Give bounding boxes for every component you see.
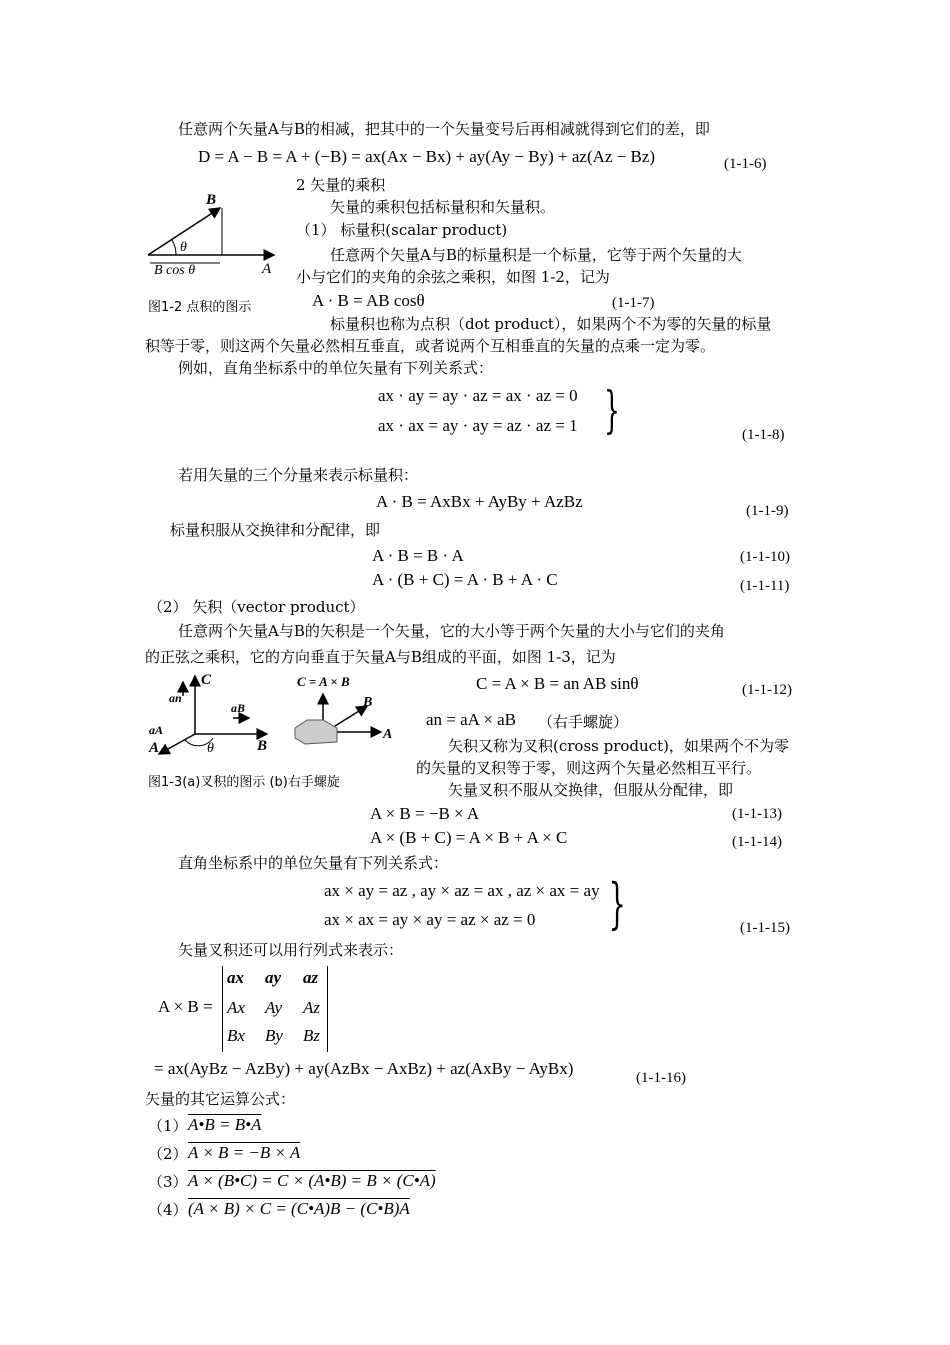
right-hand-formula: an = aA × aB: [426, 710, 516, 729]
fig-1-3-label-A: A: [149, 740, 160, 756]
dot-product-line1: 标量积也称为点积（dot product），如果两个不为零的矢量的标量: [330, 315, 772, 333]
formula-1-num: （1）: [148, 1117, 188, 1135]
det-r3c1: Bx: [227, 1026, 245, 1045]
eq-1-1-11-label: (1-1-11): [740, 578, 790, 594]
eq-1-1-7: A · B = AB cosθ: [312, 291, 425, 310]
fig-1-2-label-B: B: [206, 192, 217, 208]
det-r1c1: ax: [227, 968, 244, 987]
unit-dot-intro: 例如，直角坐标系中的单位矢量有下列关系式：: [178, 359, 494, 377]
fig-1-3-label-an: an: [169, 691, 182, 705]
eq-1-1-11: A · (B + C) = A · B + A · C: [372, 570, 558, 589]
vector-heading: （2） 矢积（vector product）: [148, 598, 365, 616]
components-intro: 若用矢量的三个分量来表示标量积：: [178, 466, 419, 484]
formula-4-num: （4）: [148, 1201, 188, 1219]
fig-1-2-diagram: [142, 188, 282, 283]
eq-1-1-6: D = A − B = A + (−B) = ax(Ax − Bx) + ay(Ay − By) + az(Az − Bz): [198, 147, 656, 166]
eq-1-1-16-expansion: = ax(AyBz − AzBy) + ay(AzBx − AxBz) + az(AxBy − AyBx): [154, 1059, 574, 1078]
eq-1-1-14: A × (B + C) = A × B + A × C: [370, 828, 568, 847]
cross-not-commutative: 矢量叉积不服从交换律，但服从分配律，即: [448, 781, 734, 799]
eq-1-1-8-line2: ax · ax = ay · ay = az · az = 1: [378, 416, 578, 435]
det-r2c2: Ay: [265, 998, 282, 1017]
unit-cross-intro: 直角坐标系中的单位矢量有下列关系式：: [178, 854, 449, 872]
eq-1-1-16-label: (1-1-16): [636, 1070, 686, 1086]
eq-1-1-8-line1: ax · ay = ay · az = ax · az = 0: [378, 386, 578, 405]
eq-1-1-15-line1: ax × ay = az , ay × az = ax , az × ax = ay: [324, 881, 600, 900]
cross-product-line2: 的矢量的叉积等于零，则这两个矢量必然相互平行。: [416, 759, 762, 777]
dot-product-line2: 积等于零，则这两个矢量必然相互垂直，或者说两个互相垂直的矢量的点乘一定为零。: [145, 337, 716, 355]
eq-1-1-15-label: (1-1-15): [740, 920, 790, 936]
eq-1-1-9-label: (1-1-9): [746, 503, 789, 519]
determinant-intro: 矢量叉积还可以用行列式来表示：: [178, 941, 404, 959]
det-r3c2: By: [265, 1026, 283, 1045]
para-subtraction: 任意两个矢量A与B的相减，把其中的一个矢量变号后再相减就得到它们的差，即: [178, 120, 710, 138]
eq-1-1-7-label: (1-1-7): [612, 295, 655, 311]
formula-1-expr: A•B = B•A: [188, 1115, 262, 1134]
scalar-def-line2: 小与它们的夹角的余弦之乘积，如图 1-2，记为: [296, 268, 610, 286]
formula-2-expr: A × B = −B × A: [188, 1143, 301, 1162]
fig-1-3-label-aA: aA: [149, 723, 164, 737]
det-r3c3: Bz: [303, 1026, 320, 1045]
right-hand-note: （右手螺旋）: [538, 713, 629, 731]
eq-1-1-12: C = A × B = an AB sinθ: [476, 674, 639, 693]
scalar-heading: （1） 标量积(scalar product): [296, 221, 508, 239]
scalar-def-line1: 任意两个矢量A与B的标量积是一个标量，它等于两个矢量的大: [330, 246, 742, 264]
eq-1-1-10: A · B = B · A: [372, 546, 464, 565]
vector-def-line2: 的正弦之乘积，它的方向垂直于矢量A与B组成的平面，如图 1-3，记为: [145, 648, 616, 666]
fig-1-3-label-B2: B: [363, 695, 373, 710]
eq-1-1-9: A · B = AxBx + AyBy + AzBz: [376, 492, 583, 511]
formula-3-expr: A × (B•C) = C × (A•B) = B × (C•A): [188, 1171, 436, 1190]
eq-1-1-12-label: (1-1-12): [742, 682, 792, 698]
determinant-matrix: [222, 966, 328, 1052]
eq-1-1-6-label: (1-1-6): [724, 156, 767, 172]
fig-1-2-label-bcos: B cos θ: [154, 263, 196, 278]
fig-1-3-caption: 图1-3(a)叉积的图示 (b)右手螺旋: [148, 775, 340, 790]
formula-3-num: （3）: [148, 1173, 188, 1191]
fig-1-3-label-A2: A: [383, 727, 393, 742]
fig-angle-arc: [172, 240, 176, 255]
det-r1c3: az: [303, 968, 319, 987]
eq-1-1-15-brace: }: [608, 872, 626, 935]
hand-icon: [295, 720, 337, 744]
fig-1-3-label-cab: C = A × B: [297, 674, 350, 689]
det-r2c1: Ax: [227, 998, 245, 1017]
eq-1-1-13: A × B = −B × A: [370, 804, 480, 823]
fig-1-3-label-theta: θ: [207, 741, 214, 756]
fig-1-2-label-theta: θ: [180, 240, 187, 255]
fig-1-3-label-aB: aB: [231, 701, 246, 715]
fig-1-3-label-B: B: [257, 738, 268, 754]
cross-product-line1: 矢积又称为叉积(cross product)，如果两个不为零: [448, 737, 789, 755]
section2-heading: 2 矢量的乘积: [296, 176, 386, 194]
formula-4-expr: (A × B) × C = (C•A)B − (C•B)A: [188, 1199, 410, 1218]
det-r1c2: ay: [265, 968, 282, 987]
fig-1-2-caption: 图1-2 点积的图示: [148, 300, 252, 315]
eq-1-1-15-line2: ax × ax = ay × ay = az × az = 0: [324, 910, 536, 929]
commutative-intro: 标量积服从交换律和分配律，即: [170, 521, 381, 539]
formula-2-num: （2）: [148, 1145, 188, 1163]
other-formulas-heading: 矢量的其它运算公式：: [145, 1090, 296, 1108]
eq-1-1-16-lhs: A × B =: [158, 997, 213, 1016]
fig-1-3-label-C: C: [201, 672, 212, 688]
eq-1-1-13-label: (1-1-13): [732, 806, 782, 822]
eq-1-1-14-label: (1-1-14): [732, 834, 782, 850]
eq-1-1-8-brace: }: [603, 381, 620, 439]
eq-1-1-8-label: (1-1-8): [742, 427, 785, 443]
vector-def-line1: 任意两个矢量A与B的矢积是一个矢量，它的大小等于两个矢量的大小与它们的夹角: [178, 622, 725, 640]
eq-1-1-10-label: (1-1-10): [740, 549, 790, 565]
fig-1-2-label-A: A: [262, 261, 272, 277]
section2-intro: 矢量的乘积包括标量积和矢量积。: [330, 198, 556, 216]
det-r2c3: Az: [303, 998, 320, 1017]
fig-1-3-diagram: [145, 668, 410, 763]
